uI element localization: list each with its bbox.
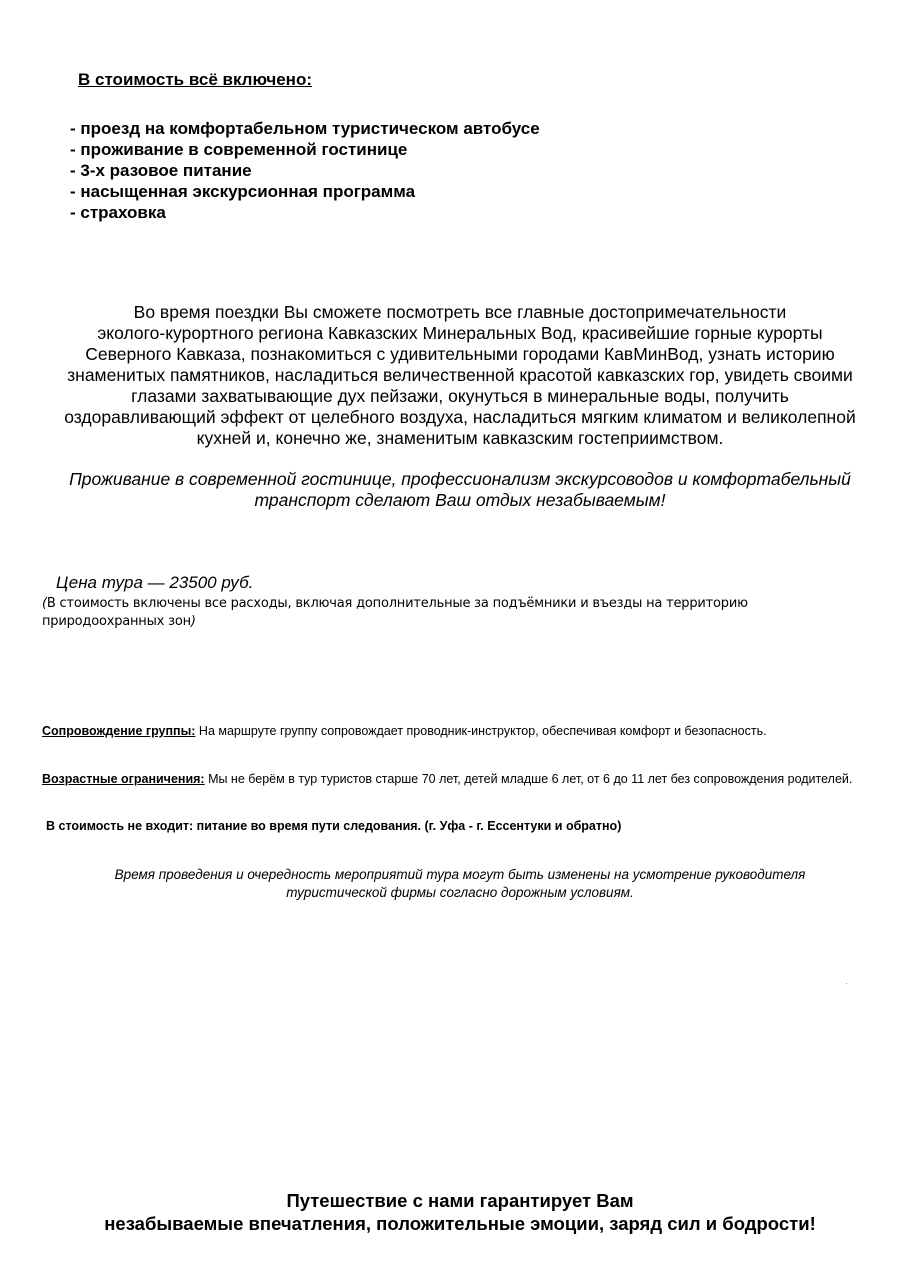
not-included-text: В стоимость не входит: питание во время пути следования. (г. Уфа - г. Ессентуки и обратно) [46,819,622,833]
price-note-close-paren: ) [190,614,196,629]
tour-description [40,302,880,449]
highlight-text [40,469,880,511]
list-item: - насыщенная экскурсионная программа [70,182,416,201]
highlight-line: транспорт сделают Ваш отдых незабываемым! [254,490,666,510]
escort-label: Сопровождение группы: [42,724,196,738]
closing-line: Путешествие с нами гарантирует Вам [286,1190,634,1211]
list-item: - 3-х разовое питание [70,161,252,180]
highlight-line: Проживание в современной гостинице, профессионализм экскурсоводов и комфортабельный [69,469,851,489]
schedule-disclaimer [40,866,880,902]
escort-text: На маршруте группу сопровождает проводник-инструктор, обеспечивая комфорт и безопасность. [195,724,767,738]
age-label: Возрастные ограничения: [42,772,205,786]
age-text: Мы не берём в тур туристов старше 70 лет, детей младше 6 лет, от 6 до 11 лет без сопровождения родителей. [204,772,853,786]
tour-price: Цена тура — 23500 руб. [56,573,254,592]
description-line: глазами захватывающие дух пейзажи, окунуться в минеральные воды, получить [131,386,789,406]
closing-line: незабываемые впечатления, положительные эмоции, заряд сил и бодрости! [104,1213,816,1234]
disclaimer-line: Время проведения и очередность мероприятий тура могут быть изменены на усмотрение руководителя [114,867,806,882]
escort-info [42,723,872,739]
description-line: знаменитых памятников, насладиться величественной красотой кавказских гор, увидеть своими [67,365,853,385]
closing-slogan [20,1189,900,1235]
description-line: эколого-курортного региона Кавказских Минеральных Вод, красивейшие горные курорты [97,323,823,343]
price-note-text: В стоимость включены все расходы, включая дополнительные за подъёмники и въезды на территорию природоохранных зон [42,596,748,629]
price-note-open-paren: ( [42,596,47,611]
list-item: - страховка [70,203,166,222]
description-line: кухней и, конечно же, знаменитым кавказским гостеприимством. [196,428,724,448]
list-item: - проезд на комфортабельном туристическом автобусе [70,119,540,138]
included-heading: В стоимость всё включено: [78,70,312,89]
stray-dot [846,983,847,984]
description-line: Во время поездки Вы сможете посмотреть все главные достопримечательности [133,302,787,322]
price-note [42,595,822,631]
included-list [70,118,540,223]
age-restrictions [42,771,872,787]
disclaimer-line: туристической фирмы согласно дорожным условиям. [286,885,634,900]
list-item: - проживание в современной гостинице [70,140,408,159]
description-line: оздоравливающий эффект от целебного воздуха, насладиться мягким климатом и великолепной [64,407,856,427]
description-line: Северного Кавказа, познакомиться с удивительными городами КавМинВод, узнать историю [85,344,835,364]
